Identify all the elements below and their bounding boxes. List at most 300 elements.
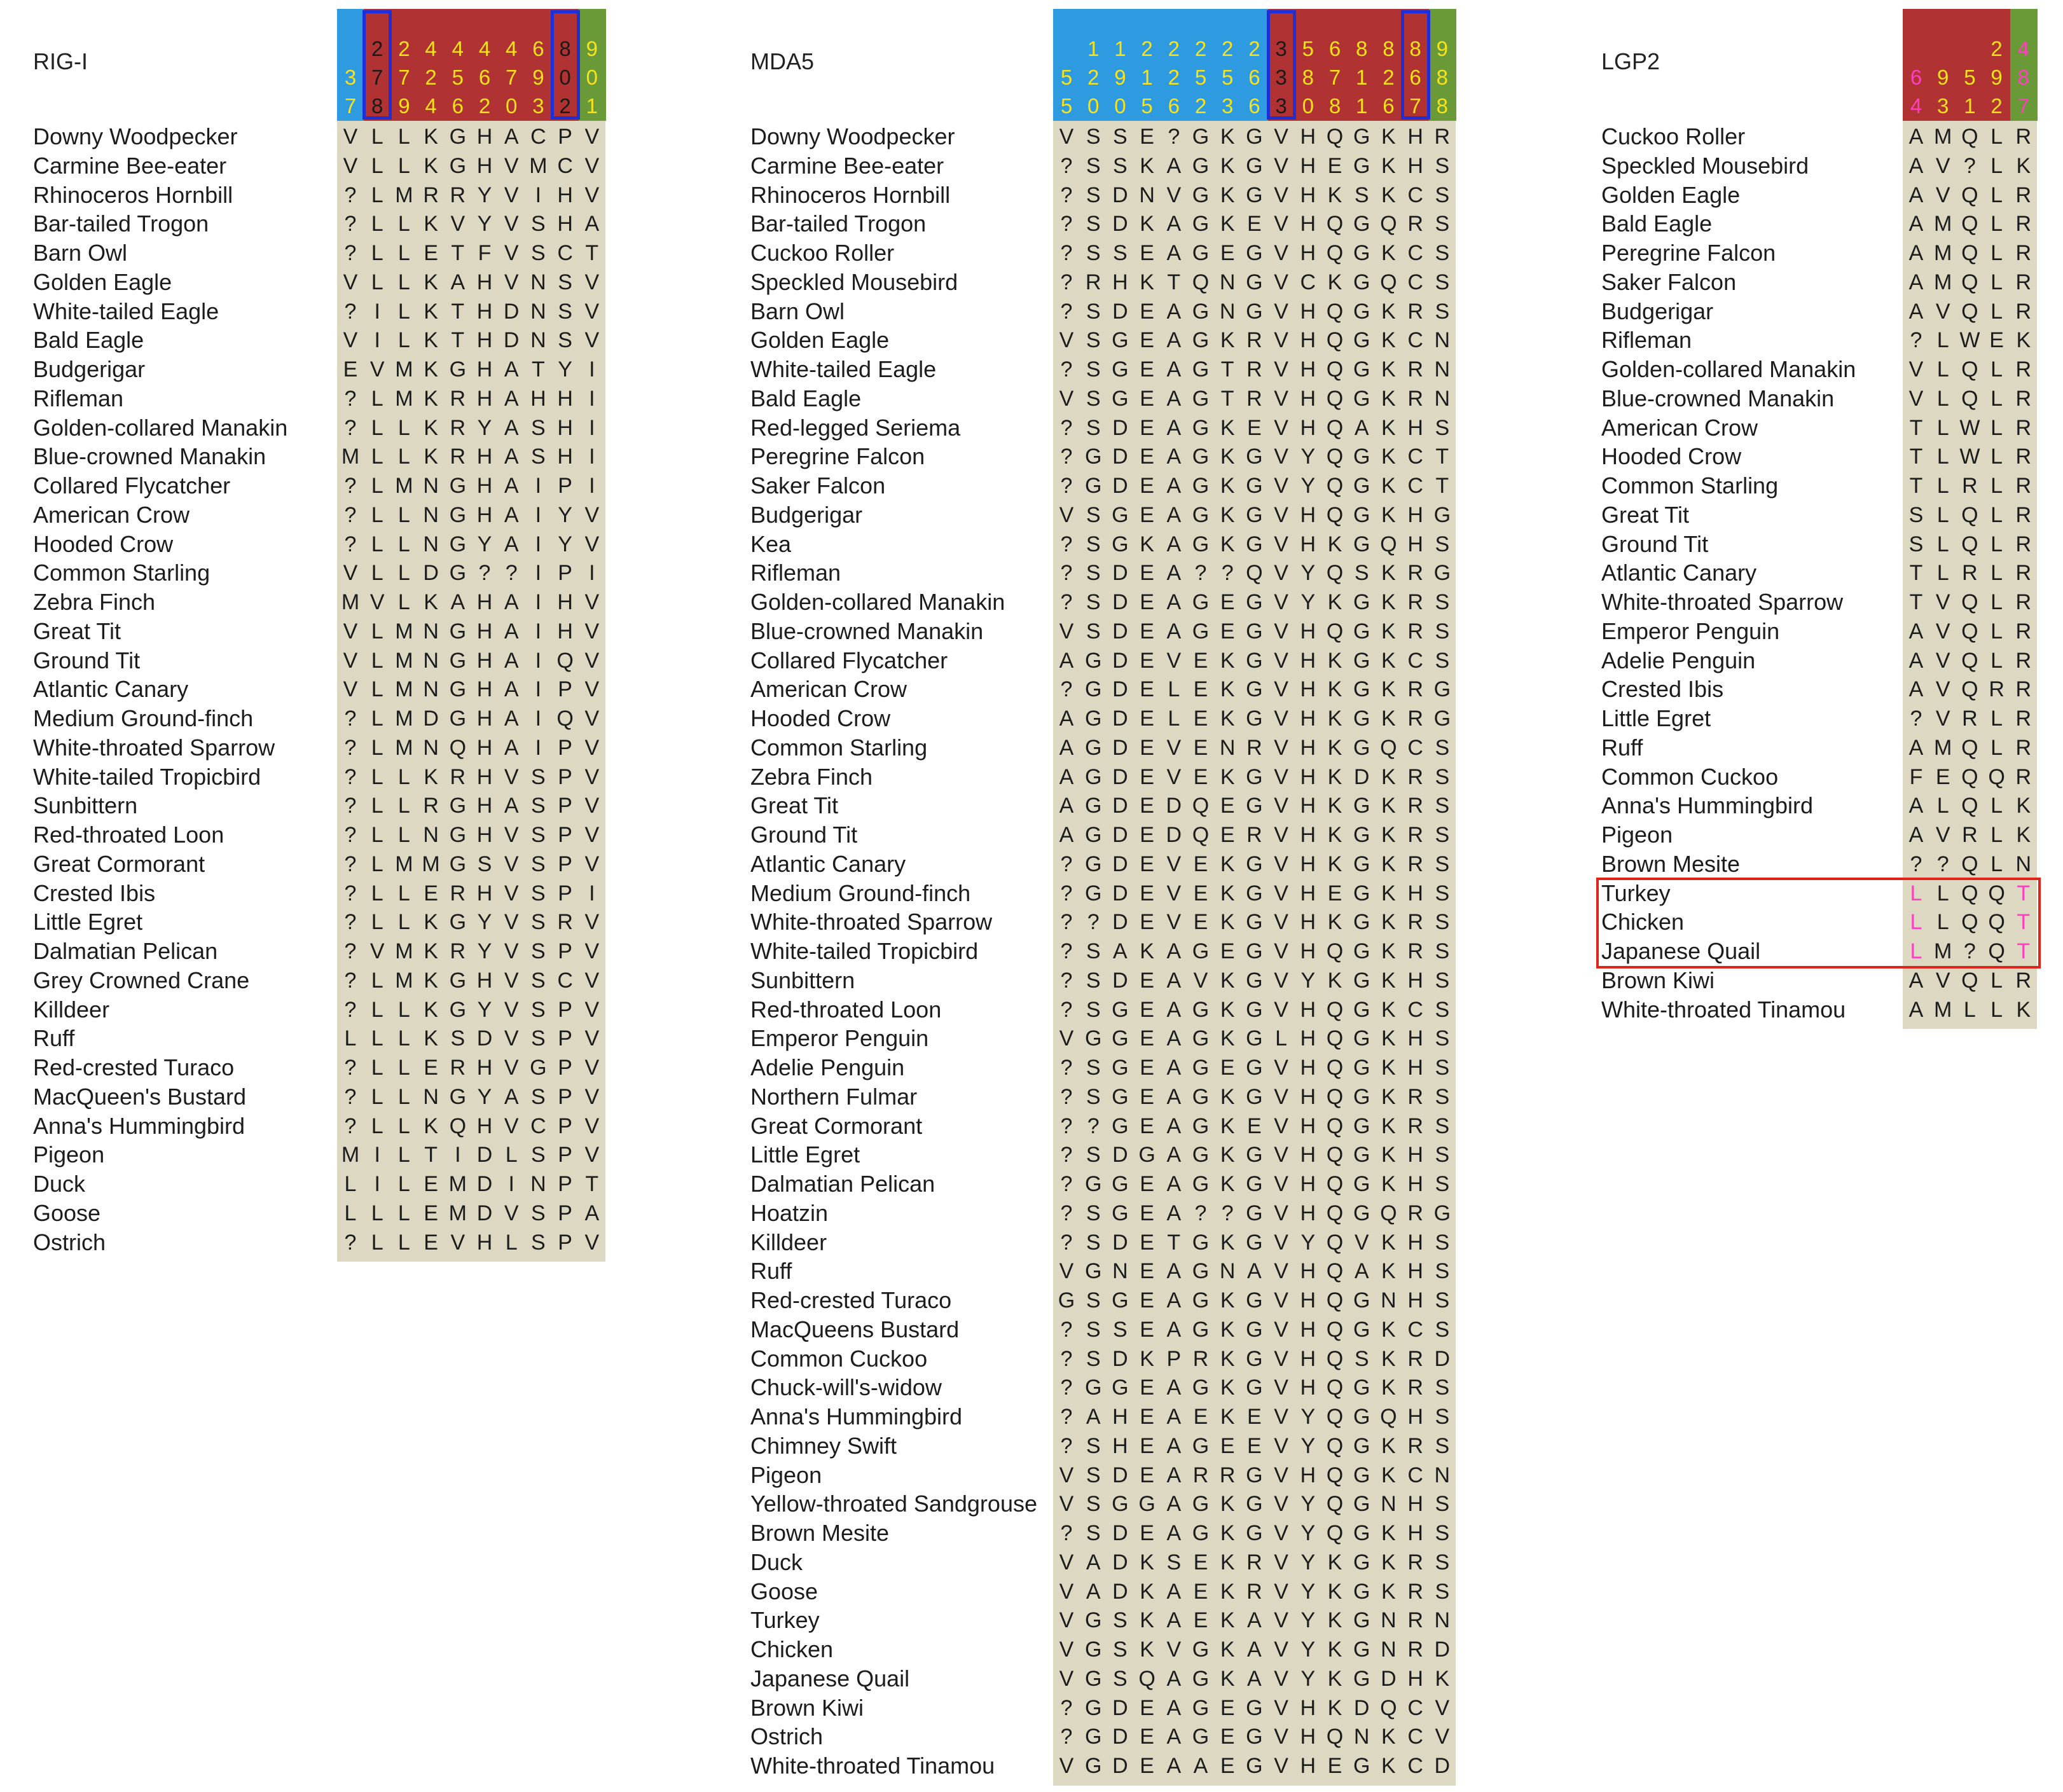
residue: R — [2015, 241, 2032, 265]
residue: E — [1247, 212, 1262, 237]
residue: G — [1353, 1754, 1370, 1778]
residue: N — [1112, 1259, 1128, 1284]
residue: P — [558, 881, 572, 906]
species-label: White-tailed Eagle — [33, 298, 219, 324]
residue: H — [476, 619, 493, 644]
residue: R — [1407, 299, 1423, 324]
residue: Q — [1961, 125, 1978, 149]
residue: ? — [1060, 357, 1073, 382]
residue: G — [1353, 1026, 1370, 1051]
residue: K — [1140, 153, 1154, 178]
residue: G — [1246, 1695, 1263, 1720]
residue: A — [1166, 1259, 1182, 1284]
residue: M — [1934, 125, 1952, 149]
residue: L — [1936, 794, 1949, 818]
residue: L — [371, 968, 383, 993]
residue: V — [1435, 1695, 1450, 1720]
residue: A — [450, 270, 466, 294]
residue: G — [1246, 764, 1263, 789]
residue: ? — [1194, 1201, 1207, 1225]
position-digit: 2 — [559, 94, 571, 118]
residue: E — [1140, 794, 1154, 818]
residue: L — [397, 299, 410, 324]
residue: H — [1300, 1725, 1316, 1749]
residue: V — [369, 939, 385, 963]
residue: S — [1086, 1317, 1101, 1342]
residue: T — [532, 357, 545, 382]
residue: V — [1935, 677, 1950, 702]
residue: H — [476, 270, 493, 294]
position-digit: 3 — [344, 65, 357, 89]
residue: S — [1086, 619, 1101, 644]
residue: V — [1274, 561, 1288, 586]
residue: L — [1991, 823, 2003, 847]
residue: L — [1991, 648, 2003, 673]
residue: N — [423, 619, 439, 644]
residue: G — [1192, 1026, 1210, 1051]
residue: G — [1246, 794, 1263, 818]
residue: H — [476, 474, 493, 498]
residue: T — [1909, 474, 1923, 498]
residue: S — [1435, 1405, 1450, 1429]
residue: K — [1220, 1026, 1235, 1051]
residue: S — [1086, 1492, 1101, 1517]
residue: L — [397, 415, 410, 440]
residue: K — [1381, 561, 1396, 586]
residue: A — [1908, 823, 1924, 847]
residue: V — [1166, 735, 1182, 760]
residue: A — [1166, 590, 1182, 614]
species-label: Hooded Crow — [750, 705, 891, 731]
residue: S — [558, 299, 572, 324]
residue: A — [1166, 1492, 1182, 1517]
residue: Q — [1961, 502, 1978, 527]
residue: K — [1220, 1637, 1235, 1662]
residue: R — [1219, 1463, 1236, 1487]
residue: K — [1381, 1463, 1396, 1487]
residue: ? — [344, 299, 357, 324]
residue: Q — [1961, 648, 1978, 673]
residue: G — [449, 794, 467, 818]
residue: L — [1936, 502, 1949, 527]
residue: V — [1274, 1725, 1288, 1749]
position-digit: 6 — [1910, 65, 1922, 89]
residue: V — [1274, 328, 1288, 353]
residue: ? — [1060, 1725, 1073, 1749]
residue: K — [1381, 1346, 1396, 1371]
residue: I — [508, 1172, 514, 1196]
residue: L — [371, 706, 383, 731]
species-label: Chimney Swift — [750, 1432, 897, 1459]
species-label: Pigeon — [33, 1141, 105, 1168]
residue: K — [1381, 1056, 1396, 1080]
residue: A — [1166, 1754, 1182, 1778]
residue: G — [1353, 1113, 1370, 1138]
residue: L — [371, 648, 383, 673]
residue: G — [1246, 677, 1263, 702]
residue: Y — [1301, 1230, 1316, 1255]
residue: K — [1220, 851, 1235, 876]
species-label: Collared Flycatcher — [33, 472, 231, 499]
residue: L — [397, 997, 410, 1022]
residue: H — [476, 153, 493, 178]
residue: Q — [1961, 968, 1978, 993]
residue: V — [1274, 735, 1288, 760]
residue: G — [1084, 474, 1102, 498]
residue: K — [1220, 125, 1235, 149]
residue: I — [589, 386, 595, 411]
panel-title: MDA5 — [750, 48, 815, 74]
residue: G — [1192, 502, 1210, 527]
residue: A — [1166, 474, 1182, 498]
residue: V — [1059, 1608, 1074, 1633]
residue: S — [531, 823, 546, 847]
residue: H — [1300, 1026, 1316, 1051]
residue: Y — [1301, 1550, 1316, 1575]
residue: A — [1166, 1172, 1182, 1196]
residue: L — [1991, 445, 2003, 469]
residue: G — [1353, 1375, 1370, 1400]
species-label: Northern Fulmar — [750, 1083, 918, 1110]
residue: H — [476, 445, 493, 469]
residue: G — [1192, 1288, 1210, 1313]
residue: E — [1140, 823, 1154, 847]
residue: G — [1353, 1405, 1370, 1429]
residue: L — [1991, 735, 2003, 760]
residue: D — [1112, 1463, 1128, 1487]
residue: S — [1435, 1521, 1450, 1545]
residue: S — [1435, 881, 1450, 906]
residue: Q — [1326, 386, 1344, 411]
residue: G — [1353, 445, 1370, 469]
residue: E — [1140, 706, 1154, 731]
residue: K — [1381, 241, 1396, 265]
residue: L — [371, 910, 383, 935]
residue: V — [1274, 706, 1288, 731]
residue: ? — [1060, 445, 1073, 469]
residue: R — [2015, 386, 2032, 411]
residue: K — [1220, 183, 1235, 207]
species-label: Red-crested Turaco — [33, 1054, 235, 1080]
residue: H — [476, 735, 493, 760]
species-label: Crested Ibis — [33, 879, 156, 906]
residue: E — [1220, 590, 1235, 614]
residue: M — [395, 386, 413, 411]
residue: L — [371, 212, 383, 237]
residue: R — [1246, 1579, 1262, 1604]
residue: H — [1407, 502, 1423, 527]
residue: V — [1059, 1259, 1074, 1284]
residue: S — [1113, 1317, 1128, 1342]
residue: V — [1274, 386, 1288, 411]
residue: Q — [1326, 502, 1344, 527]
residue: ? — [1060, 212, 1073, 237]
residue: G — [1192, 619, 1210, 644]
residue: K — [1381, 1026, 1396, 1051]
species-label: American Crow — [750, 676, 907, 703]
residue: V — [584, 1084, 600, 1109]
residue: H — [476, 881, 493, 906]
residue: G — [1353, 1492, 1370, 1517]
residue: T — [585, 1172, 599, 1196]
residue: E — [1247, 1405, 1262, 1429]
residue: G — [1192, 590, 1210, 614]
residue: A — [1059, 794, 1074, 818]
residue: G — [1058, 1288, 1075, 1313]
residue: A — [1166, 241, 1182, 265]
position-header-row — [1903, 63, 2037, 92]
residue: V — [1166, 881, 1182, 906]
residue: K — [1381, 474, 1396, 498]
residue: P — [558, 735, 572, 760]
residue: L — [397, 532, 410, 556]
residue: V — [343, 619, 358, 644]
residue: A — [1166, 212, 1182, 237]
position-digit: 1 — [1356, 94, 1368, 118]
residue: K — [1220, 706, 1235, 731]
residue: K — [1327, 648, 1342, 673]
residue: H — [1300, 910, 1316, 935]
residue: A — [1166, 1201, 1182, 1225]
position-digit — [1956, 34, 1983, 64]
residue: P — [558, 1113, 572, 1138]
residue: S — [1086, 241, 1101, 265]
residue: A — [1059, 823, 1074, 847]
residue: Y — [1301, 1579, 1316, 1604]
residue: S — [1908, 532, 1924, 556]
residue: K — [1381, 386, 1396, 411]
residue: H — [1300, 125, 1316, 149]
residue: V — [343, 270, 358, 294]
residue: G — [449, 561, 467, 586]
residue: A — [1908, 648, 1924, 673]
residue: G — [1353, 677, 1370, 702]
species-label: Red-throated Loon — [750, 996, 942, 1023]
residue: G — [1353, 590, 1370, 614]
residue: V — [504, 241, 519, 265]
residue: A — [504, 1084, 519, 1109]
residue: N — [423, 474, 439, 498]
sequence-row — [1903, 326, 2037, 355]
species-label: Bald Eagle — [1601, 210, 1713, 237]
residue: E — [1220, 1725, 1235, 1749]
residue: C — [1407, 1754, 1423, 1778]
position-digit: 6 — [1409, 65, 1421, 89]
position-digit: 2 — [1222, 37, 1234, 60]
residue: L — [1963, 997, 1976, 1022]
residue: L — [371, 677, 383, 702]
residue: V — [1274, 1375, 1288, 1400]
residue: D — [1112, 299, 1128, 324]
residue: E — [1193, 648, 1208, 673]
residue: K — [1220, 968, 1235, 993]
residue: E — [1140, 1695, 1154, 1720]
residue: S — [1354, 183, 1369, 207]
residue: K — [1381, 1754, 1396, 1778]
residue: K — [1220, 1084, 1235, 1109]
residue: R — [2015, 619, 2032, 644]
species-label: Atlantic Canary — [33, 676, 189, 703]
residue: G — [1084, 764, 1102, 789]
residue: ? — [1060, 1113, 1073, 1138]
residue: V — [1435, 1725, 1450, 1749]
residue: L — [344, 1172, 357, 1196]
residue: ? — [1060, 881, 1073, 906]
residue: L — [397, 1056, 410, 1080]
residue: H — [557, 619, 573, 644]
residue: T — [1167, 1230, 1181, 1255]
residue: Q — [1326, 328, 1344, 353]
residue: N — [423, 677, 439, 702]
residue: Q — [1961, 677, 1978, 702]
residue: A — [1166, 299, 1182, 324]
residue: ? — [1060, 183, 1073, 207]
residue: R — [2015, 474, 2032, 498]
residue: E — [1140, 299, 1154, 324]
residue: H — [1407, 968, 1423, 993]
residue: V — [1274, 823, 1288, 847]
sequence-row — [1903, 733, 2037, 762]
residue: R — [450, 183, 466, 207]
residue: D — [1112, 212, 1128, 237]
residue: A — [504, 125, 519, 149]
residue: H — [1407, 1405, 1423, 1429]
residue: A — [1166, 502, 1182, 527]
residue: D — [1112, 1521, 1128, 1545]
residue: Q — [1326, 212, 1344, 237]
residue: V — [1059, 125, 1074, 149]
position-digit — [1929, 34, 1956, 64]
position-digit: 4 — [425, 37, 437, 60]
residue: M — [1934, 241, 1952, 265]
residue: L — [1910, 910, 1922, 935]
residue: G — [1433, 502, 1451, 527]
position-digit: 9 — [586, 37, 598, 60]
residue: N — [423, 1084, 439, 1109]
residue: K — [424, 153, 438, 178]
residue: L — [1936, 445, 1949, 469]
residue: K — [424, 764, 438, 789]
residue: S — [1435, 1550, 1450, 1575]
residue: H — [1300, 851, 1316, 876]
residue: C — [1407, 445, 1423, 469]
residue: G — [1084, 735, 1102, 760]
position-digit: 3 — [1275, 94, 1287, 118]
residue: K — [1220, 910, 1235, 935]
residue: A — [1166, 1666, 1182, 1691]
residue: L — [505, 1143, 518, 1168]
residue: S — [1086, 1288, 1101, 1313]
residue: A — [1166, 1695, 1182, 1720]
species-label: Rifleman — [33, 385, 124, 411]
residue: ? — [1060, 939, 1073, 963]
residue: E — [424, 881, 438, 906]
residue: E — [1140, 590, 1154, 614]
residue: S — [1435, 532, 1450, 556]
residue: P — [558, 1084, 572, 1109]
residue: G — [1192, 212, 1210, 237]
residue: A — [1166, 1725, 1182, 1749]
residue: A — [1059, 648, 1074, 673]
residue: V — [1059, 502, 1074, 527]
residue: R — [1407, 1550, 1423, 1575]
residue: M — [448, 1172, 467, 1196]
residue: A — [504, 590, 519, 614]
residue: L — [397, 823, 410, 847]
species-label: Atlantic Canary — [1601, 560, 1757, 586]
residue: S — [558, 328, 572, 353]
residue: V — [1935, 590, 1950, 614]
residue: S — [1113, 125, 1128, 149]
residue: E — [1220, 1695, 1235, 1720]
residue: K — [1220, 474, 1235, 498]
residue: A — [1908, 968, 1924, 993]
residue: V — [1274, 1317, 1288, 1342]
residue: L — [1991, 474, 2003, 498]
residue: Y — [1301, 1637, 1316, 1662]
residue: R — [2015, 270, 2032, 294]
residue: H — [1300, 1201, 1316, 1225]
residue: A — [1166, 1113, 1182, 1138]
residue: V — [343, 328, 358, 353]
residue: V — [584, 706, 600, 731]
residue: ? — [1221, 1201, 1234, 1225]
residue: E — [1140, 677, 1154, 702]
residue: E — [1140, 619, 1154, 644]
residue: E — [1140, 648, 1154, 673]
residue: H — [476, 677, 493, 702]
residue: V — [504, 997, 519, 1022]
position-digit: 5 — [1222, 65, 1234, 89]
residue: V — [584, 328, 600, 353]
species-label: Barn Owl — [33, 240, 128, 266]
residue: H — [1407, 1492, 1423, 1517]
residue: T — [1435, 474, 1449, 498]
residue: K — [1381, 1521, 1396, 1545]
residue: V — [1059, 1579, 1074, 1604]
residue: H — [1300, 532, 1316, 556]
residue: W — [1959, 445, 1980, 469]
residue: I — [589, 357, 595, 382]
species-label: Great Cormorant — [33, 850, 205, 877]
residue: Q — [1326, 1084, 1344, 1109]
residue: S — [1113, 241, 1128, 265]
residue: M — [395, 357, 413, 382]
residue: A — [1908, 794, 1924, 818]
residue: G — [449, 619, 467, 644]
residue: S — [1086, 183, 1101, 207]
residue: A — [1166, 1433, 1182, 1458]
position-digit: 4 — [478, 37, 491, 60]
residue: A — [504, 677, 519, 702]
residue: G — [449, 968, 467, 993]
residue: V — [1059, 1754, 1074, 1778]
residue: S — [1435, 997, 1450, 1022]
residue: I — [455, 1143, 461, 1168]
residue: G — [1112, 1113, 1129, 1138]
residue: Q — [556, 648, 574, 673]
residue: L — [1168, 706, 1180, 731]
residue: G — [1084, 1725, 1102, 1749]
residue: G — [1246, 241, 1263, 265]
residue: V — [1274, 1259, 1288, 1284]
species-label: Budgerigar — [750, 501, 863, 528]
residue: K — [1220, 1608, 1235, 1633]
species-label: Great Tit — [750, 792, 839, 819]
residue: M — [395, 851, 413, 876]
residue: G — [1353, 1143, 1370, 1168]
residue: S — [1113, 1666, 1128, 1691]
